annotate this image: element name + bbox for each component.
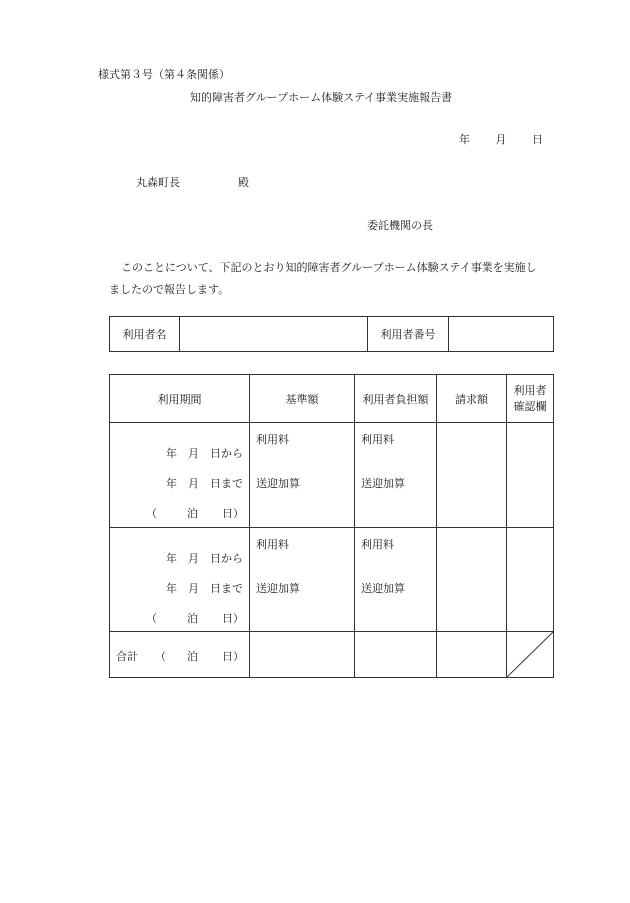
diagonal-slash bbox=[507, 632, 553, 677]
nights-mid: 泊 bbox=[187, 611, 198, 625]
nights-close: 日） bbox=[222, 507, 244, 521]
header-copay: 利用者負担額 bbox=[355, 375, 437, 423]
user-name-field[interactable] bbox=[180, 317, 368, 352]
copay-cell[interactable] bbox=[355, 527, 437, 631]
total-copay-cell[interactable] bbox=[355, 631, 437, 677]
base-cell[interactable] bbox=[250, 423, 355, 527]
total-label: 合計 bbox=[116, 649, 138, 663]
base-fee-label: 利用料 bbox=[256, 537, 289, 551]
header-confirm-line-2: 確認欄 bbox=[513, 399, 547, 413]
addressee-name: 丸森町長 bbox=[136, 176, 180, 189]
base-cell[interactable] bbox=[250, 527, 355, 631]
header-confirm-line-1: 利用者 bbox=[513, 383, 547, 397]
user-number-label: 利用者番号 bbox=[368, 317, 449, 352]
copay-cell[interactable] bbox=[355, 423, 437, 527]
total-claim-cell[interactable] bbox=[437, 631, 507, 677]
table-row bbox=[110, 423, 554, 527]
user-name-label: 利用者名 bbox=[110, 317, 180, 352]
header-period: 利用期間 bbox=[110, 375, 250, 423]
period-cell[interactable] bbox=[110, 527, 250, 631]
base-fee-label: 利用料 bbox=[256, 433, 289, 447]
user-number-field[interactable] bbox=[449, 317, 554, 352]
table-row bbox=[110, 527, 554, 631]
total-base-cell[interactable] bbox=[250, 631, 355, 677]
total-row bbox=[110, 631, 554, 677]
copay-transport-label: 送迎加算 bbox=[361, 477, 405, 491]
copay-fee-label: 利用料 bbox=[361, 537, 394, 551]
header-claim: 請求額 bbox=[437, 375, 507, 423]
period-to: 年 月 日まで bbox=[166, 581, 243, 595]
total-mid: 泊 bbox=[187, 649, 198, 663]
base-transport-label: 送迎加算 bbox=[256, 581, 300, 595]
nights-close: 日） bbox=[222, 611, 244, 625]
total-cell bbox=[110, 631, 250, 677]
confirm-cell[interactable] bbox=[507, 423, 554, 527]
date-year-label: 年 bbox=[459, 133, 470, 146]
date-day-label: 日 bbox=[532, 133, 543, 146]
confirm-cell[interactable] bbox=[507, 527, 554, 631]
claim-cell[interactable] bbox=[437, 423, 507, 527]
period-from: 年 月 日から bbox=[166, 551, 243, 565]
body-line-2: ましたので報告します。 bbox=[109, 283, 230, 296]
period-from: 年 月 日から bbox=[166, 447, 243, 461]
nights-mid: 泊 bbox=[187, 507, 198, 521]
total-close: 日） bbox=[222, 649, 244, 663]
copay-fee-label: 利用料 bbox=[361, 433, 394, 447]
base-transport-label: 送迎加算 bbox=[256, 477, 300, 491]
period-to: 年 月 日まで bbox=[166, 477, 243, 491]
document-title: 知的障害者グループホーム体験ステイ事業実施報告書 bbox=[190, 91, 453, 104]
header-confirm bbox=[507, 375, 554, 423]
form-number: 様式第３号（第４条関係） bbox=[98, 68, 230, 81]
total-confirm-cell-slashed bbox=[507, 631, 554, 677]
header-base: 基準額 bbox=[250, 375, 355, 423]
total-open: （ bbox=[155, 649, 166, 663]
addressee-honorific: 殿 bbox=[238, 176, 249, 189]
copay-transport-label: 送迎加算 bbox=[361, 581, 405, 595]
claim-cell[interactable] bbox=[437, 527, 507, 631]
date-month-label: 月 bbox=[495, 133, 507, 146]
usage-report-table bbox=[109, 374, 554, 678]
date-line bbox=[459, 131, 543, 147]
period-cell[interactable] bbox=[110, 423, 250, 527]
nights-open: （ bbox=[146, 507, 157, 521]
user-info-table bbox=[109, 316, 554, 352]
sender-title: 委託機関の長 bbox=[367, 219, 433, 232]
body-line-1: このことについて、下記のとおり知的障害者グループホーム体験ステイ事業を実施し bbox=[121, 261, 537, 274]
nights-open: （ bbox=[146, 611, 157, 625]
